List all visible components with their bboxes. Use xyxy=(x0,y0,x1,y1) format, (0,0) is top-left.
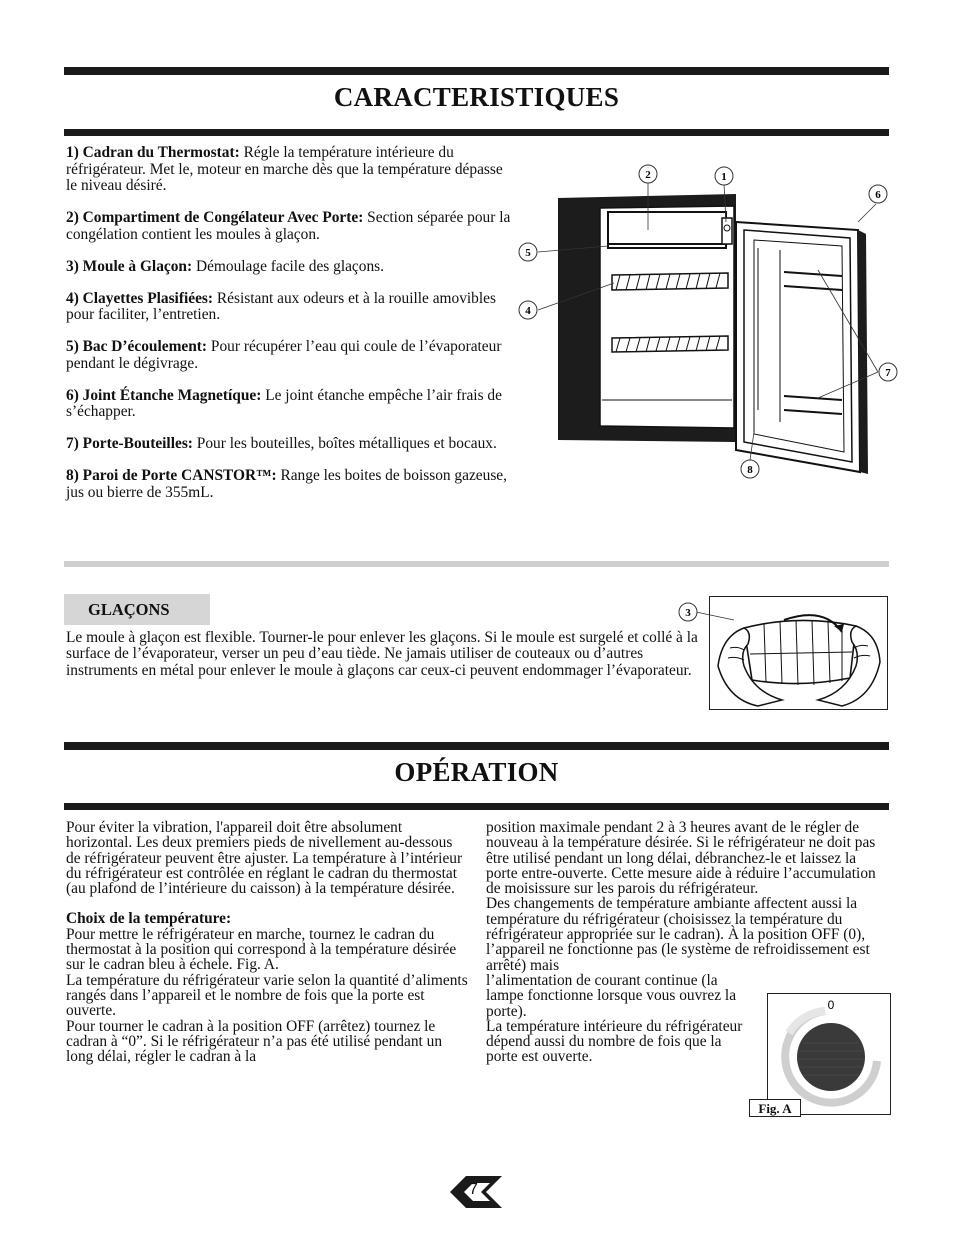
ice-tray-illustration xyxy=(674,596,890,712)
feature-item: 2) Compartiment de Congélateur Avec Porte: Section séparée pour la congélation contient les moules à glaçon. xyxy=(66,209,511,243)
operation-left-column xyxy=(66,820,470,1064)
operation-rule xyxy=(64,803,889,810)
features-rule xyxy=(64,129,889,136)
operation-intro: Pour éviter la vibration, l'appareil doit être absolument horizontal. Les deux premiers pieds de nivellement au-dessous de réfrigérateur peuvent être ajuster. La température à l’intérieur du réfrigérateur est contrôlée en réglant le cadran du thermostat (au plafond de l’intérieure du caisson) à la température désirée. xyxy=(66,819,463,898)
operation-top-rule xyxy=(64,742,889,750)
operation-paragraph: Pour mettre le réfrigérateur en marche, tournez le cadran du thermostat à la position qui correspond à la température désirée sur le cadran bleu à échele. Fig. A. xyxy=(66,925,457,974)
operation-paragraph: l’alimentation de courant continue (la lampe fonctionne lorsque vous ouvrez la porte). xyxy=(486,971,737,1020)
ice-section-tab: GLAÇONS xyxy=(64,594,210,625)
top-rule xyxy=(64,67,889,75)
thermostat-dial-figure xyxy=(767,993,891,1115)
dial-zero-mark: 0 xyxy=(827,998,835,1012)
feature-item: 3) Moule à Glaçon: Démoulage facile des glaçons. xyxy=(66,257,384,275)
section-title-features: CARACTERISTIQUES xyxy=(333,82,620,112)
callout-6: 6 xyxy=(875,189,881,201)
feature-item: 7) Porte-Bouteilles: Pour les bouteilles, boîtes métalliques et bocaux. xyxy=(66,435,497,452)
operation-paragraph: Pour tourner le cadran à la position OFF (arrêtez) tournez le cadran à “0”. Si le réfrigérateur n’a pas été utilisé pendant un long délai, régler le cadran à la xyxy=(66,1017,443,1066)
feature-item: 6) Joint Étanche Magnetíque: Le joint étanche empêche l’air frais de s’échapper. xyxy=(66,386,502,420)
refrigerator-diagram xyxy=(508,160,908,490)
feature-item: 4) Clayettes Plasifiées: Résistant aux odeurs et à la rouille amovibles pour faciliter, l’entretien. xyxy=(66,289,496,323)
features-list xyxy=(66,145,514,517)
callout-2: 2 xyxy=(645,169,651,181)
ice-instructions: Le moule à glaçon est flexible. Tourner-le pour enlever les glaçons. Si le moule est surgelé et collé à la surface de l’évaporateur, verser un peu d’eau tiède. Ne jamais utiliser de couteaux ou d’autres instruments en métal pour enlever le moule à glaçons car ceux-ci peuvent endommager l’évaporateur. xyxy=(66,629,698,679)
operation-paragraph: La température du réfrigérateur varie selon la quantité d’aliments rangés dans l’appareil et le nombre de fois que la porte est ouverte. xyxy=(66,971,468,1020)
operation-paragraph: Des changements de température ambiante affectent aussi la température du réfrigérateur (choisissez la température du réfrigérateur appropriée sur le cadran). À la position OFF (0), l’appareil ne fonctionne pas (le système de refroidissement est arrêté) mais xyxy=(486,895,870,974)
callout-3: 3 xyxy=(685,607,691,619)
section-divider xyxy=(64,561,889,567)
page-number: 7 xyxy=(469,1181,478,1198)
feature-item: 5) Bac D’écoulement: Pour récupérer l’eau qui coule de l’évaporateur pendant le dégivrage. xyxy=(66,338,502,372)
figure-a-label: Fig. A xyxy=(749,1099,801,1117)
callout-4: 4 xyxy=(525,305,531,317)
callout-7: 7 xyxy=(885,367,891,379)
section-title-operation: OPÉRATION xyxy=(394,757,559,787)
operation-paragraph: La température intérieure du réfrigérateur dépend aussi du nombre de fois que la porte est ouverte. xyxy=(486,1017,743,1066)
callout-1: 1 xyxy=(721,171,727,183)
callout-8: 8 xyxy=(747,464,753,476)
feature-item: 1) Cadran du Thermostat: Régle la température intérieure du réfrigérateur. Met le, moteur en marche dès que la température dépasse le niveau désiré. xyxy=(66,144,503,194)
temperature-choice-title: Choix de la température: xyxy=(66,910,232,928)
operation-paragraph: position maximale pendant 2 à 3 heures avant de le régler de nouveau à la température désirée. Si le réfrigérateur ne doit pas être utilisé pendant un long délai, débranchez-le et laissez la porte entre-ouverte. Cette mesure aide à réduire l’accumulation de moisissure sur les parois du réfrigérateur. xyxy=(486,819,876,898)
callout-5: 5 xyxy=(525,247,531,259)
feature-item: 8) Paroi de Porte CANSTOR™: Range les boites de boisson gazeuse, jus ou bierre de 355mL. xyxy=(66,467,507,501)
